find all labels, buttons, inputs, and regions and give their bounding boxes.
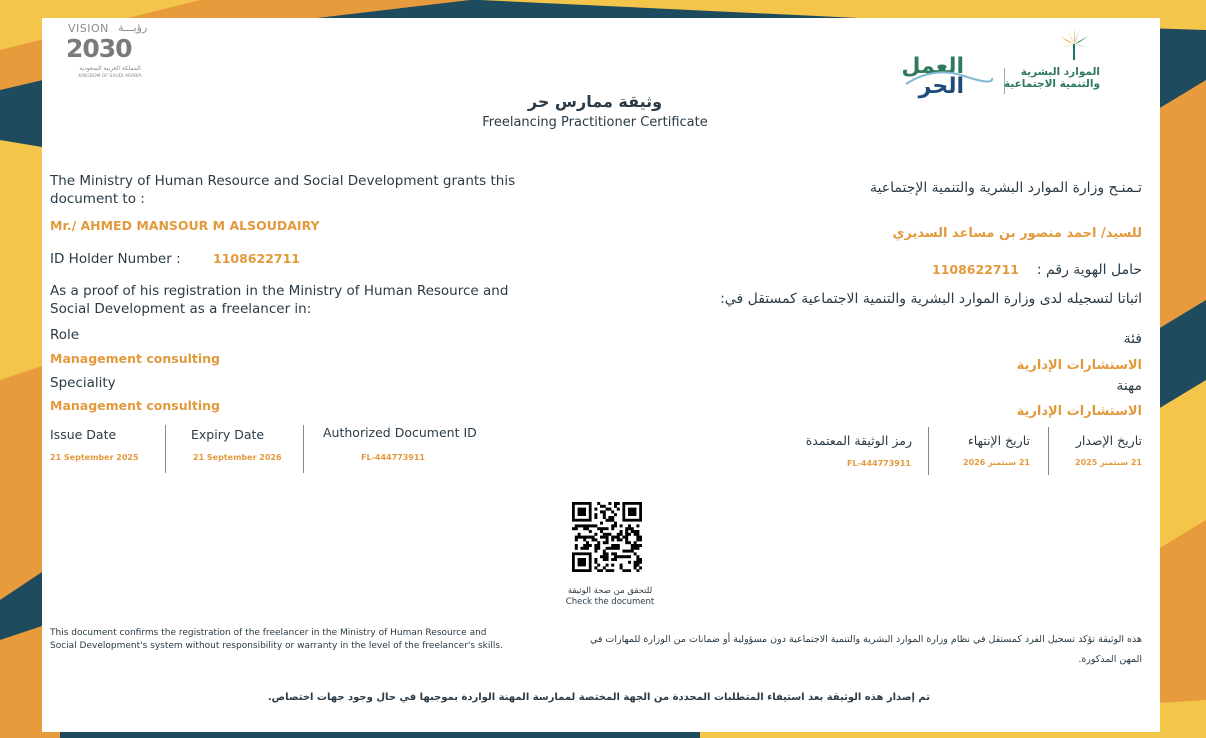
vision-label: VISION [68,22,109,35]
qr-code[interactable] [572,502,642,572]
freelance-logo [901,54,994,99]
doc-id-value-ar: FL-444773911 [847,459,911,468]
ministry-logo-line2: والتنمية الاجتماعية [1003,78,1100,90]
role-value: Management consulting [50,351,220,366]
qr-code-image [572,502,642,572]
id-label-en: ID Holder Number : [50,251,181,267]
id-label-ar: حامل الهوية رقم : [1036,262,1142,278]
disclaimer-en: This document confirms the registration of the freelancer in the Ministry of Human Resource and Social Development's system without responsibility or warranty in the level of the freelancer's skills. [50,628,503,651]
freelance-swoosh-icon [904,62,994,92]
vision-label-ar: رؤيـــة [118,21,148,34]
role-label: Role [50,327,80,343]
ministry-logo [1003,28,1106,92]
date-divider-en-1 [165,425,166,473]
doc-id-value-en: FL-444773911 [361,453,425,462]
expiry-date-label-ar: تاريخ الإنتهاء [967,433,1030,448]
ministry-palm-icon [1054,28,1094,64]
proof-text-en: As a proof of his registration in the Ministry of Human Resource and Social Development as a freelancer in: [50,283,509,317]
issue-date-label-en: Issue Date [50,427,117,442]
doc-id-label-en: Authorized Document ID [323,425,477,440]
title-arabic: وثيقة ممارس حر [527,92,663,111]
disclaimer-ar: هذه الوثيقة تؤكد تسجيل الفرد كمستقل في نظام وزارة الموارد البشرية والتنمية الاجتماعية دون مسؤولية أو ضمانات من الوزارة للمهارات في المهن المذكورة. [589,634,1142,665]
ministry-logo-line1: الموارد البشرية [1020,66,1100,78]
speciality-label: Speciality [50,375,116,391]
id-value-en: 1108622711 [213,251,300,266]
holder-name-en: Mr./ AHMED MANSOUR M ALSOUDAIRY [50,218,320,233]
date-divider-en-2 [303,425,304,473]
expiry-date-label-en: Expiry Date [191,427,265,442]
grants-text-ar: تـمنـح وزارة الموارد البشرية والتنمية الإجتماعية [870,180,1142,196]
qr-caption-ar: للتحقق من صحة الوثيقة [567,586,653,596]
category-label-ar: فئة [1123,331,1142,347]
vision-year: 2030 [66,34,132,63]
speciality-value: Management consulting [50,398,220,413]
profession-value-ar: الاستشارات الإدارية [1016,404,1142,419]
id-value-ar: 1108622711 [932,262,1019,277]
title-english: Freelancing Practitioner Certificate [482,115,708,130]
vision-country-ar: المملكة العربية السعودية [79,65,141,72]
issue-date-label-ar: تاريخ الإصدار [1075,433,1142,448]
vision-2030-logo [66,22,156,84]
category-value-ar: الاستشارات الإدارية [1016,358,1142,373]
expiry-date-value-en: 21 September 2026 [193,453,282,462]
issue-date-value-ar: 21 سبتمبر 2025 [1075,458,1142,467]
qr-caption-en: Check the document [565,597,655,607]
issue-date-value-en: 21 September 2025 [50,453,139,462]
freelance-logo-line1: العمل [901,54,964,79]
vision-country-en: KINGDOM OF SAUDI ARABIA [78,74,142,79]
doc-id-label-ar: رمز الوثيقة المعتمدة [805,433,912,448]
holder-name-ar: للسيد/ احمد منصور بن مساعد السديري [892,226,1142,241]
footer-note-ar: تم إصدار هذه الوثيقة بعد استيفاء المتطلبات المحددة من الجهة المختصة لممارسة المهنة الواردة بموجبها في حال وجود جهات اختصاص. [267,692,930,703]
freelance-logo-line2: الحر [918,74,964,99]
proof-text-ar: اثباتا لتسجيله لدى وزارة الموارد البشرية والتنمية الاجتماعية كمستقل في: [720,291,1142,307]
date-divider-ar-2 [928,427,929,475]
expiry-date-value-ar: 21 سبتمبر 2026 [963,458,1030,467]
date-divider-ar-1 [1048,427,1049,475]
profession-label-ar: مهنة [1116,378,1142,394]
grants-text-en: The Ministry of Human Resource and Social Development grants this document to : [50,173,516,207]
